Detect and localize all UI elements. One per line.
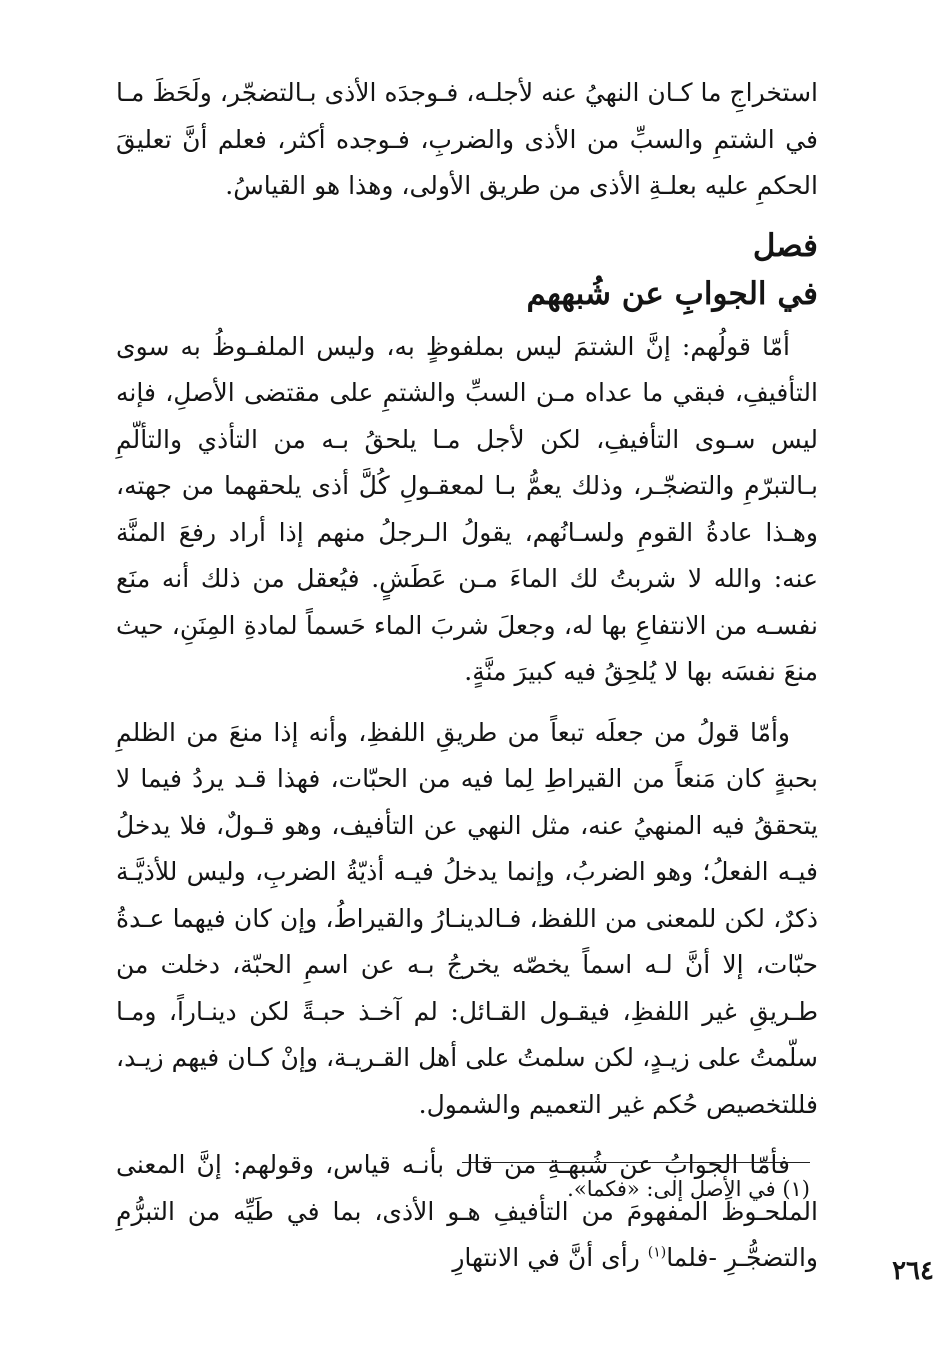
footnote: (١) في الأصل إلى: «فكما».: [567, 1177, 810, 1201]
footnote-divider: [462, 1162, 810, 1163]
paragraph-3: وأمّا قولُ من جعلَه تبعاً من طريقِ اللفظِ، وأنه إذا منعَ من الظلمِ بحبةٍ كان مَنعاً من القيراطِ لِما فيه من الحبّات، فهذا قـد يردُ فيما لا يتحققُ فيه المنهيُ عنه، مثل النهي عن التأفيف، وهو قـولٌ، فلا يدخلُ فيـه الفعلُ؛ وهو الضربُ، وإنما يدخلُ فيـه أذيّةُ الضربِ، وليس للأذيَّـة ذكرٌ، لكن للمعنى من اللفظ، فـالدينـارُ والقيراطُ، وإن كان فيهما عـدةُ حبّات، إلا أنَّ لـه اسماً يخصّه يخرجُ بـه عن اسمِ الحبّة، دخلت من طـريقِ غير اللفظِ، فيقـول القـائل: لم آخـذ حبـةً لكن دينـاراً، ومـا سلّمتُ على زيـدٍ، لكن سلمتُ على أهل القـريـة، وإنْ كـان فيهم زيـد، فللتخصيص حُكم غير التعميم والشمول.: [116, 717, 818, 1119]
footnote-reference: (١): [647, 1244, 667, 1261]
section-title: فصل: [752, 227, 818, 264]
paragraph-1: استخراجِ ما كـان النهيُ عنه لأجلـه، فـوجدَه الأذى بـالتضجّر، ولَحَظَ مـا في الشتمِ والسبِّ من الأذى والضربِ، فـوجده أكثر، فعلم أنَّ تعليقَ الحكمِ عليه بعلـةِ الأذى من طريق الأولى، وهذا هو القياسُ.: [116, 78, 818, 200]
section-subtitle: في الجوابِ عن شُبههم: [526, 275, 818, 312]
paragraph-4-text-a: فأمّا الجوابُ عن شُبهـةِ من قال بأنـه قياس، وقولهم: إنَّ المعنى الملحـوظَ المفهومَ من التأفيفِ هـو الأذى، بما في طَيِّه من التبرُّمِ والتضجُّـرِ -فلما: [116, 1150, 818, 1272]
page-number: ٢٦٤: [892, 1256, 934, 1286]
paragraph-4-text-b: رأى أنَّ في الانتهارِ: [452, 1243, 648, 1272]
paragraph-2: أمّا قولُهم: إنَّ الشتمَ ليس بملفوظٍ به، وليس الملفـوظُ به سوى التأفيفِ، فبقي ما عداه مـن السبِّ والشتمِ على مقتضى الأصلِ، فإنه ليس سـوى التأفيفِ، لكن لأجل مـا يلحقُ بـه من التأذي والتألّمِ بـالتبرّمِ والتضجّـر، وذلك يعمُّ بـا لمعقـولِ كُلَّ أذى يلحقهما من جهته، وهـذا عادةُ القومِ ولسـانُهم، يقولُ الـرجلُ منهم إذا أراد رفعَ المنَّة عنه: والله لا شربتُ لك الماءَ مـن عَطَشٍ. فيُعقل من ذلك أنه منَع نفسـه من الانتفاعِ بها له، وجعلَ شربَ الماء حَسماً لمادةِ المِنَنِ، حيث منعَ نفسَه بها لا يُلحِقُ فيه كبيرَ منَّةٍ.: [116, 331, 818, 686]
